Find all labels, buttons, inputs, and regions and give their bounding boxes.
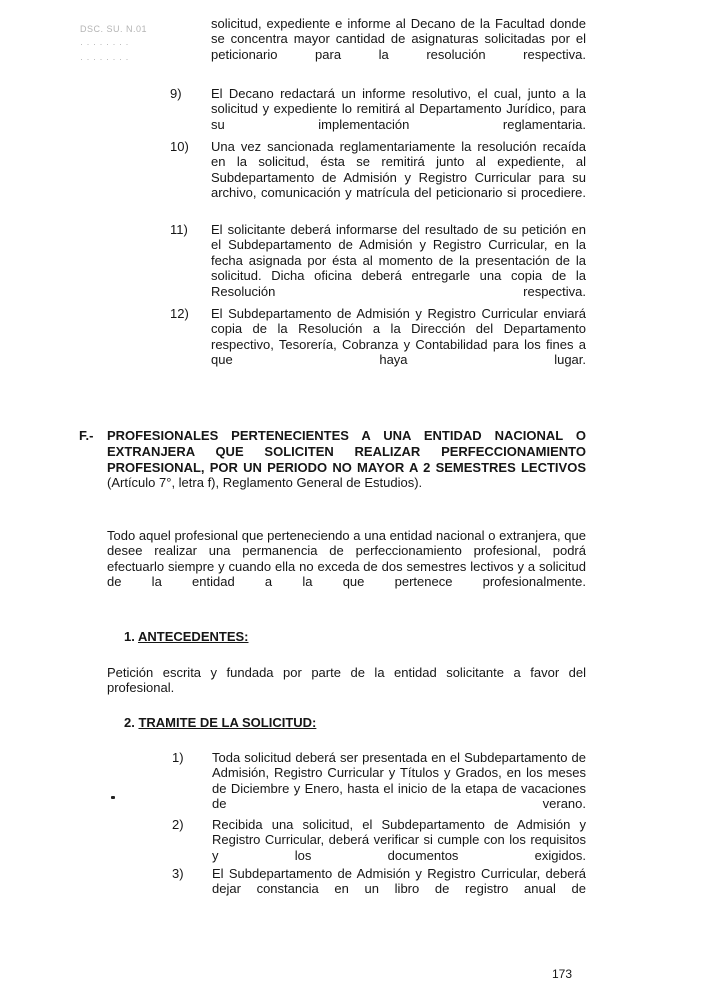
item-text: El Subdepartamento de Admisión y Registro Curricular, deberá dejar constancia en un libro de registro anual de [212,866,586,897]
scan-speck [111,796,115,799]
item-text: El Decano redactará un informe resolutivo, el cual, junto a la solicitud y expediente lo remitirá al Departamento Jurídico, para su implementación reglamentaria. [211,86,586,132]
stamp-line: · · · · · · · · [80,54,129,64]
item-text: El Subdepartamento de Admisión y Registro Curricular enviará copia de la Resolución a la Dirección del Departamento respectivo, Tesorería, Cobranza y Contabilidad para los fines a que haya lugar. [211,306,586,368]
subheading-text: ANTECEDENTES: [137,629,249,644]
subheading-tramite [124,715,316,731]
item-text: El solicitante deberá informarse del resultado de su petición en el Subdepartamento de Admisión y Registro Curricular, en la fecha asignada por ésta al momento de la presentación de la solicitud. Dicha oficina deberá entregarle una copia de la Resolución respectiva. [211,222,586,299]
item-number: 1) [172,750,184,765]
stamp-line: DSC. SU. N.01 [80,24,148,34]
item-text: Una vez sancionada reglamentariamente la resolución recaída en la solicitud, ésta se remitirá junto al expediente, al Subdepartamento de Admisión y Registro Curricular para su archivo, comunicación y matrícula del peticionario si procediere. [211,139,586,201]
item-number: 11) [170,222,188,237]
faded-stamp [80,22,190,67]
item-number: 9) [170,86,182,101]
subheading-number: 2. [124,715,135,730]
continued-paragraph: solicitud, expediente e informe al Decano de la Facultad donde se concentra mayor cantidad de asignaturas solicitadas por el peticionario para la resolución respectiva. [211,16,586,62]
antecedentes-text: Petición escrita y fundada por parte de la entidad solicitante a favor del profesional. [107,665,586,696]
subheading-number: 1. [124,629,135,644]
subheading-text: TRAMITE DE LA SOLICITUD: [138,715,317,730]
item-number: 2) [172,817,184,832]
section-title [107,428,586,491]
item-text: Recibida una solicitud, el Subdepartamento de Admisión y Registro Curricular, deberá verificar si cumple con los requisitos y los documentos exigidos. [212,817,586,863]
item-text: Toda solicitud deberá ser presentada en el Subdepartamento de Admisión, Registro Curricular y Títulos y Grados, en los meses de Diciembre y Enero, hasta el inicio de la etapa de vacaciones de verano. [212,750,586,812]
stamp-line: · · · · · · · · [80,39,129,49]
item-number: 12) [170,306,189,321]
section-reference: (Artículo 7°, letra f), Reglamento General de Estudios). [107,475,423,491]
section-intro: Todo aquel profesional que perteneciendo a una entidad nacional o extranjera, que desee realizar una permanencia de perfeccionamiento profesional, podrá efectuarlo siempre y cuando ella no exceda de dos semestres lectivos y a solicitud de la entidad a la que pertenece profesionalmente. [107,528,586,590]
section-title-text: PROFESIONALES PERTENECIENTES A UNA ENTIDAD NACIONAL O EXTRANJERA QUE SOLICITEN REALIZAR PERFECCIONAMIENTO PROFESIONAL, POR UN PERIODO NO MAYOR A 2 SEMESTRES LECTIVOS [107,428,586,475]
page-number: 173 [552,967,573,981]
subheading-antecedentes [124,629,249,645]
item-number: 3) [172,866,184,881]
section-letter: F.- [79,428,94,443]
item-number: 10) [170,139,189,154]
